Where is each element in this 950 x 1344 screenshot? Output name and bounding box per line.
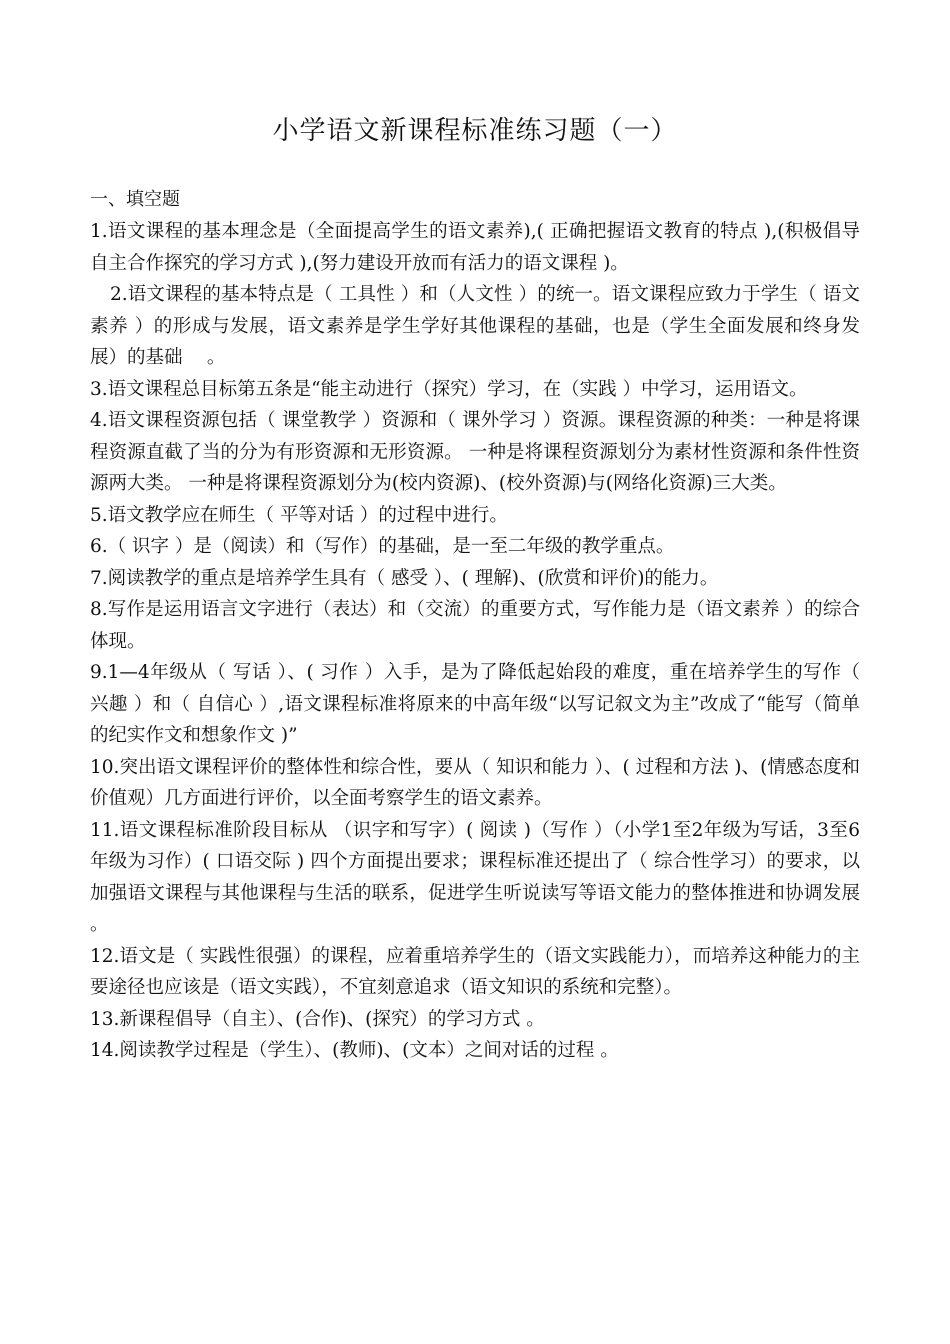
section-heading: 一、填空题 [90, 189, 180, 210]
question-item-1: 1.语文课程的基本理念是（全面提高学生的语文素养),( 正确把握语文教育的特点 ),(积极倡导自主合作探究的学习方式 ),(努力建设开放而有活力的语文课程 )。 [90, 221, 860, 274]
question-item-7: 7.阅读教学的重点是培养学生具有（ 感受 ）、( 理解)、(欣赏和评价)的能力。 [90, 567, 719, 589]
question-list [90, 216, 885, 1067]
question-item-12: 12.语文是（ 实践性很强）的课程，应着重培养学生的（语文实践能力），而培养这种能力的主要途径也应该是（语文实践），不宜刻意追求（语文知识的系统和完整）。 [90, 945, 860, 998]
document-page [90, 0, 885, 1067]
question-item-9: 9.1—4年级从（ 写话 ）、( 习作 ）入手，是为了降低起始段的难度，重在培养学生的写作（ 兴趣 ）和（ 自信心 ）,语文课程标准将原来的中高年级“以写记叙文为主”改成了“能写（简单的纪实作文和想象作文 )” [90, 662, 860, 746]
question-item-8: 8.写作是运用语言文字进行（表达）和（交流）的重要方式，写作能力是（语文素养 ）的综合体现。 [90, 599, 860, 652]
question-item-6: 6.（ 识字 ）是（阅读）和（写作）的基础，是一至二年级的教学重点。 [90, 536, 675, 557]
question-item-11: 11.语文课程标准阶段目标从 （识字和写字）( 阅读 )（写作 ）（小学1至2年级为写话，3至6年级为习作）( 口语交际 ) 四个方面提出要求；课程标准还提出了（ 综合性学习）的要求，以加强语文课程与其他课程与生活的联系，促进学生听说读写等语文能力的整体推进和协调发展 。 [90, 819, 885, 935]
question-item-2: 2.语文课程的基本特点是（ 工具性 ）和（人文性 ）的统一。语文课程应致力于学生（ 语文素养 ）的形成与发展，语文素养是学生学好其他课程的基础，也是（学生全面发展和终身发展）的基础 。 [90, 284, 860, 368]
question-item-10: 10.突出语文课程评价的整体性和综合性，要从（ 知识和能力 ）、( 过程和方法 )、(情感态度和价值观）几方面进行评价，以全面考察学生的语文素养。 [90, 756, 860, 809]
question-item-4: 4.语文课程资源包括（ 课堂教学 ）资源和（ 课外学习 ）资源。课程资源的种类：一种是将课程资源直截了当的分为有形资源和无形资源。 一种是将课程资源划分为素材性资源和条件性资源两大类。 一种是将课程资源划分为(校内资源)、(校外资源)与(网络化资源)三大类。 [90, 410, 860, 494]
question-item-14: 14.阅读教学过程是（学生）、(教师)、(文本）之间对话的过程 。 [90, 1040, 619, 1061]
question-item-13: 13.新课程倡导（自主）、(合作)、(探究）的学习方式 。 [90, 1008, 545, 1030]
question-item-5: 5.语文教学应在师生（ 平等对话 ）的过程中进行。 [90, 504, 508, 526]
document-title: 小学语文新课程标准练习题（一） [272, 116, 678, 146]
question-item-3: 3.语文课程总目标第五条是“能主动进行（探究）学习，在（实践 ）中学习，运用语文。 [90, 378, 808, 400]
